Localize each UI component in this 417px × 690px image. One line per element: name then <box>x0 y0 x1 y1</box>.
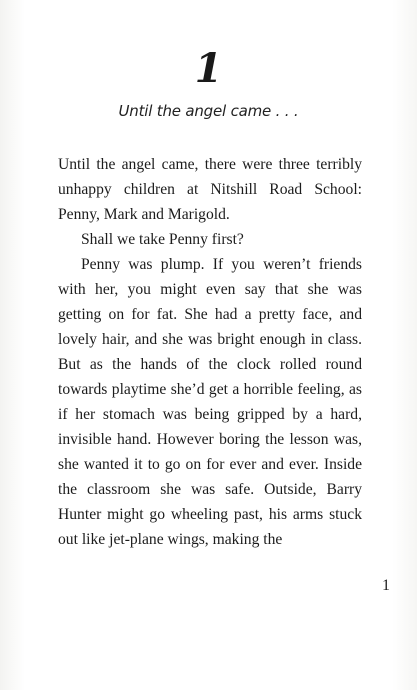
paragraph-opening: Until the angel came, there were three terribly unhappy children at Nitshill Road School: Penny, Mark and Marigold. <box>58 156 362 223</box>
paragraph-penny: Penny was plump. If you weren’t friends with her, you might even say that she was getting on for fat. She had a pretty face, and lovely hair, and she was bright enough in class. But as the hands of the clock rolled round towards playtime she’d get a horrible feeling, as if her stomach was being gripped by a hard, invisible hand. However boring the lesson was, she wanted it to go on for ever and ever. Inside the classroom she was safe. Outside, Barry Hunter might go wheeling past, his arms stuck out like jet-plane wings, making the <box>58 256 362 548</box>
chapter-number: 1 <box>194 45 223 92</box>
chapter-body <box>58 152 362 552</box>
page-number: 1 <box>382 577 390 594</box>
chapter-title: Until the angel came . . . <box>118 102 299 120</box>
paragraph-question: Shall we take Penny first? <box>81 231 244 248</box>
